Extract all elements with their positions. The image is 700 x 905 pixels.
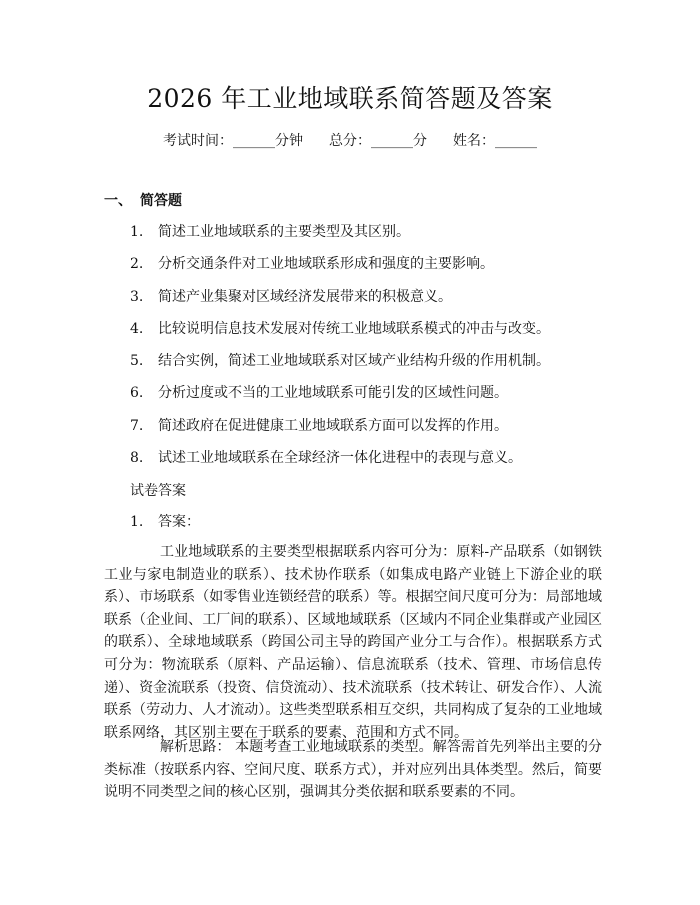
question-text: 结合实例，简述工业地域联系对区域产业结构升级的作用机制。: [158, 353, 550, 370]
question-item: [130, 254, 550, 286]
question-item: [130, 222, 550, 254]
question-item: [130, 383, 550, 415]
question-text: 分析交通条件对工业地域联系形成和强度的主要影响。: [158, 256, 494, 273]
question-number: 6.: [130, 385, 144, 402]
section-number: 一、: [104, 193, 132, 209]
question-number: 3.: [130, 288, 144, 305]
name-field: 姓名：______: [453, 133, 537, 149]
question-item: [130, 319, 550, 351]
total-score-field: 总分：______分: [329, 133, 427, 149]
question-number: 4.: [130, 320, 144, 337]
exam-time-field: 考试时间：______分钟: [163, 133, 303, 149]
document-title: 2026 年工业地域联系简答题及答案: [147, 84, 553, 113]
answer-paragraph: 工业地域联系的主要类型根据联系内容可分为：原料-产品联系（如钢铁工业与家电制造业的联系）、技术协作联系（如集成电路产业链上下游企业的联系）、市场联系（如零售业连锁经营的联系）等。根据空间尺度可分为：局部地域联系（企业间、工厂间的联系）、区域地域联系（区域内不同企业集群或产业园区的联系）、全球地域联系（跨国公司主导的跨国产业分工与合作）。根据联系方式可分为：物流联系（原料、产品运输）、信息流联系（技术、管理、市场信息传递）、资金流联系（投资、信贷流动）、技术流联系（技术转让、研发合作）、人流联系（劳动力、人才流动）。这些类型联系相互交织，共同构成了复杂的工业地域联系网络，其区别主要在于联系的要素、范围和方式不同。: [104, 544, 602, 741]
analysis-paragraph: 解析思路： 本题考查工业地域联系的类型。解答需首先列举出主要的分类标准（按联系内容、空间尺度、联系方式），并对应列出具体类型。然后，简要说明不同类型之间的核心区别，强调其分类依据和联系要素的不同。: [104, 739, 602, 801]
question-item: [130, 287, 550, 319]
question-number: 8.: [130, 450, 144, 467]
question-text: 简述产业集聚对区域经济发展带来的积极意义。: [158, 288, 452, 305]
answer-item-label: [130, 512, 200, 532]
question-number: 2.: [130, 256, 144, 273]
question-text: 分析过度或不当的工业地域联系可能引发的区域性问题。: [158, 385, 508, 402]
question-item: [130, 448, 550, 480]
answer-label: 答案：: [158, 514, 200, 530]
section-heading: [104, 191, 182, 211]
answer-number: 1.: [130, 514, 144, 530]
question-number: 7.: [130, 417, 144, 434]
answers-heading: 试卷答案: [130, 483, 186, 499]
section-title: 简答题: [140, 193, 182, 209]
question-text: 简述工业地域联系的主要类型及其区别。: [158, 224, 410, 240]
question-text: 简述政府在促进健康工业地域联系方面可以发挥的作用。: [158, 417, 508, 434]
exam-meta-line: [0, 131, 700, 151]
question-number: 1.: [130, 224, 144, 240]
question-list: [130, 222, 550, 480]
question-item: [130, 416, 550, 448]
question-number: 5.: [130, 353, 144, 370]
question-text: 试述工业地域联系在全球经济一体化进程中的表现与意义。: [158, 450, 522, 467]
question-item: [130, 351, 550, 383]
question-text: 比较说明信息技术发展对传统工业地域联系模式的冲击与改变。: [158, 320, 550, 337]
